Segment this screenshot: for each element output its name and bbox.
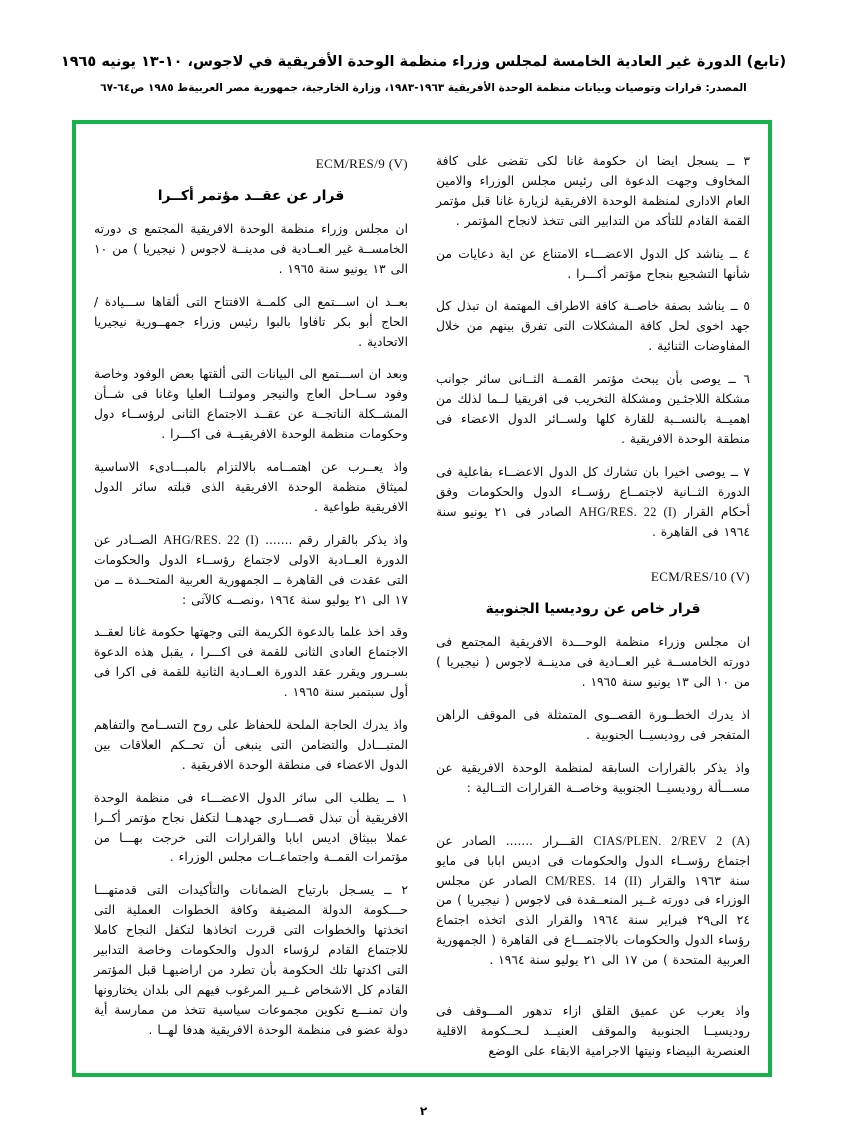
spacer (436, 812, 750, 832)
document-header (0, 52, 847, 97)
spacer (436, 555, 750, 565)
paragraph: ٤ ــ يناشد كل الدول الاعضـــاء الامتناع عن اية دعايات من شأنها التشجيع بنجاح مؤتمر أكـــرا . (436, 246, 750, 281)
page-title: (تابع) الدورة غير العادية الخامسة لمجلس وزراء منظمة الوحدة الأفريقية في لاجوس، ١٠-١٣ يونيه ١٩٦٥ (60, 54, 787, 70)
paragraph: وبعد ان اســـتمع الى البيانات التى ألقتها بعض الوفود وخاصة وفود ســاحل العاج والنيجر ومولتــا العليا وغانا فى شــأن المشــكلة الناتجــة عن عقــد الاجتماع الثانى لرؤســاء دول وحكومات منظمة الوحدة الافريقيــة فى اكـــرا . (94, 367, 408, 442)
resolution-title: قرار عن عقــد مؤتمر أكــرا (157, 188, 345, 204)
ahg-intro: واذ يذكر بالقرار رقم (298, 532, 408, 547)
paragraph: بعــد ان اســـتمع الى كلمــة الافتتاح التى ألقاها ســـيادة / الحاج أبو بكر تافاوا بالبوا رئيس وزراء جمهــورية نيجيريا الاتحادية . (94, 294, 408, 349)
reference-block (436, 832, 750, 971)
resolution-reference: AHG/RES. 22 (I) (578, 504, 677, 519)
ahg-reference: AHG/RES. 22 (I) (163, 532, 259, 547)
numbered-paragraph: ٢ ــ يسـجل بارتياح الضمانات والتأكيدات التى قدمتهـــا حـــكومة الدولة المضيفة وكافة الخطوات العملية التى اتخذتها والخطوات التى قررت اتخاذها لتكفل النجاح كاملا للاجتماع القادم لرؤساء الدول والحكومات وخاصة التدابير التى اكدتها تلك الحكومة بأن تطرد من اراضيهـا قبل المؤتمر القادم كل الاشخاص غــير المرغوب فيهم الى بلدان يختارونها وان تمنـــع تكوين مجموعات سياسية تتخذ من ممارسة أية دولة عضو فى منظمة الوحدة الافريقية هدفا لهــا . (94, 883, 408, 1037)
paragraph: ان مجلس وزراء منظمة الوحـــدة الافريقية المجتمع فى دورته الخامســة غير العــادية فى مدينــة لاجوس ( نيجيريا ) من ١٠ الى ١٣ يونيو سنة ١٩٦٥ . (436, 635, 750, 690)
resolution-code: ECM/RES/10 (V) (650, 569, 750, 585)
page-number: ٢ (419, 1104, 428, 1118)
numbered-paragraph: ١ ــ يطلب الى سائر الدول الاعضـــاء فى منظمة الوحدة الافريقية أن تبذل قصـــارى جهدهــا لتكفل نجاح مؤتمر أكــرا عملا ببيثاق اديس ابابا والقرارات التى خرجت بهـــا من مؤتمرات القمــة واجتماعــات مجلس الوزراء . (94, 790, 408, 865)
left-column (94, 152, 408, 1059)
paragraph: ٦ ــ يوصى بأن يبحث مؤتمر القمــة الثــانى سائر جوانب مشكلة اللاجئـين ومشكلة التخريب فى افريقيا لــما لذلك من اهميــة بالنســبة للقارة كلها ولســائر الدول الاعضاء فى منطقة الوحدة الافريقية . (436, 372, 750, 446)
paragraph: ٥ ــ يناشد بصفة خاصــة كافة الاطراف المهتمة ان تبذل كل جهد اخوى لحل كافة المشكلات التى تفرق بينهم من خلال المفاوضات الثنائية . (436, 299, 750, 354)
paragraph: واذ يدرك الحاجة الملحة للحفاظ على روح التســامح والتفاهم المتبـــادل والتضامن التى ينبغى أن تحــكم العلاقات بين الدول الاعضاء فى منطقة الوحدة الافريقية . (94, 718, 408, 772)
ahg-rest: الصــادر عن الدورة العــادية الاولى لاجتماع رؤســاء الدول والحكومات التى عقدت فى القاهرة ــ الجمهورية العربية المتحــدة ــ من ١٧ الى ٢١ يوليو سنة ١٩٦٤ ،ونصــه كالآتى : (94, 532, 408, 607)
paragraph: ان مجلس وزراء منظمة الوحدة الافريقية المجتمع ى دورته الخامســة غير العــادية فى مدينــة لاجوس ( نيجيريا ) من ١٠ الى ١٣ يونيو سنة ١٩٦٥ . (94, 222, 408, 276)
paragraph-with-reference (436, 463, 750, 543)
paragraph: اذ يدرك الخطــورة القصــوى المتمثلة فى الموقف الراهن المتفجر فى روديسيــا الجنوبية . (436, 708, 750, 743)
closing-paragraph: واذ يعرب عن عميق القلق ازاء تدهور المـــوقف فى روديسيــا الجنوبية والموقف العنيــد لـحــكومة الاقلية العنصرية البيضاء ونيتها الاجرامية الابقاء على الوضع (436, 1004, 750, 1058)
cias-reference: CIAS/PLEN. 2/REV 2 (A) (593, 833, 750, 848)
paragraph-text-before: ٧ ــ يوصى اخيرا بان تشارك كل الدول الاعضــاء بفاعلية فى الدورة الثــانية لاجتمــاع رؤســاء الدول والحكومات وفق أحكام القرار (436, 464, 751, 519)
cm-res-reference: CM/RES. 14 (II) (545, 873, 643, 888)
source-line: المصدر: ‏قرارات وتوصيات وبيانات منظمة الوحدة الأفريقية ١٩٦٣-١٩٨٣، وزارة الخارجية، جمهورية مصر العربية‏ط ١٩٨٥ ص٦٤-٦٧ (100, 81, 747, 94)
two-column-body (94, 152, 750, 1059)
reference-label: القـــرار ....... (505, 833, 584, 848)
paragraph: ٣ ــ يسجل ايضا ان حكومة غانا لكى تقضى على كافة المخاوف وجهت الدعوة الى رئيس مجلس الوزراء والامين العام الادارى لمنظمة الوحدة الافريقية لزيارة غانا قبل مؤتمر القمة القادم للتأكد من التدابير التى تتخذ لانجاح المؤتمر . (436, 154, 750, 228)
ahg-dots: ....... (265, 532, 293, 547)
paragraph-text-after: الصادر فى ٢١ يونيو سنة ١٩٦٤ فى القاهرة . (436, 504, 750, 539)
paragraph: واذ يذكر بالقرارات السابقة لمنظمة الوحدة الافريقية عن مســـألة روديسيــا الجنوبية وخاصــة القرارات التــالية : (436, 760, 750, 795)
content-frame (72, 120, 772, 1077)
spacer (436, 982, 750, 1002)
resolution-title: قرار خاص عن روديسيا الجنوبية (485, 601, 701, 618)
reference-line-2: الصادر عن اجتماع رؤســاء الدول والحكومات فى اديس ابابا فى مايو سنة ١٩٦٣ والقرار (436, 833, 750, 888)
resolution-code: ECM/RES/9 (V) (315, 156, 408, 171)
right-column (436, 152, 750, 1059)
paragraph: وقد اخذ علما بالدعوة الكريمة التى وجهتها حكومة غانا لعقــد الاجتماع العادى الثانى للقمة فى اكـــرا ، يقبل هذه الدعوة بسـرور ويقرر عقد الدورة العــادية الثانية للقمة فى اكرا فى أول سبتمبر سنة ١٩٦٥ . (94, 625, 408, 700)
reference-line-4: الصادر عن مجلس الوزراء فى دورته غــير المنعــقدة فى لاجوس ( نيجيريا ) من ٢٤ الى٢٩ فبراير سنة ١٩٦٤ والقرار الذى اتخذه اجتماع رؤساء الدول والحكومات بالاجتمـــاع فى القاهرة ( الجمهورية العربية المتحدة ) من ١٧ الى ٢١ يوليو سنة ١٩٦٤ . (436, 873, 750, 968)
paragraph: واذ يعــرب عن اهتمــامه بالالتزام بالمبـــادىء الاساسية لميثاق منظمة الوحدة الافريقية الذى قبلته سائر الدول الافريقية طواعية . (94, 460, 408, 514)
ahg-reference-paragraph (94, 531, 408, 611)
